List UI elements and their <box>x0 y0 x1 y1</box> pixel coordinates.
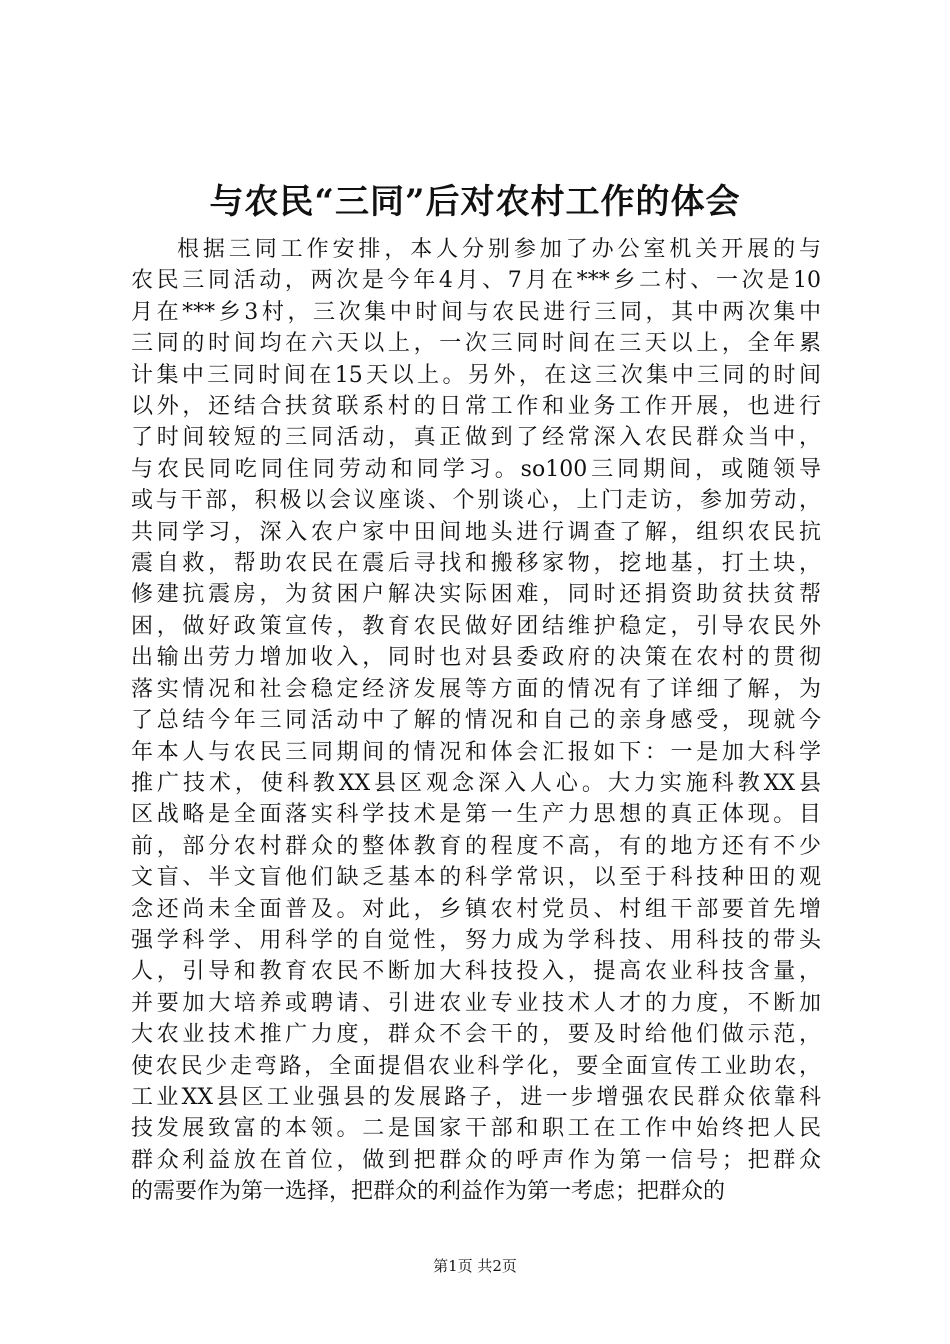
body-line: 困，做好政策宣传，教育农民做好团结维护稳定，引导农民外 <box>131 613 821 639</box>
body-line: 年本人与农民三同期间的情况和体会汇报如下：一是加大科学 <box>131 739 821 765</box>
body-line: 落实情况和社会稳定经济发展等方面的情况有了详细了解，为 <box>131 676 821 702</box>
body-line: 使农民少走弯路，全面提倡农业科学化，要全面宣传工业助农， <box>131 1053 821 1079</box>
body-line: 大农业技术推广力度，群众不会干的，要及时给他们做示范， <box>131 1022 821 1048</box>
body-line: 月在***乡3村，三次集中时间与农民进行三同，其中两次集中 <box>131 299 821 325</box>
body-line: 了时间较短的三同活动，真正做到了经常深入农民群众当中， <box>131 425 821 451</box>
document-title: 与农民“三同”后对农村工作的体会 <box>209 182 741 222</box>
body-line: 了总结今年三同活动中了解的情况和自己的亲身感受，现就今 <box>131 708 821 734</box>
body-line: 的需要作为第一选择，把群众的利益作为第一考虑；把群众的 <box>131 1179 726 1205</box>
document-body <box>131 234 821 1208</box>
body-line: 念还尚未全面普及。对此，乡镇农村党员、村组干部要首先增 <box>131 896 821 922</box>
body-line: 强学科学、用科学的自觉性，努力成为学科技、用科技的带头 <box>131 927 821 953</box>
body-line: 共同学习，深入农户家中田间地头进行调查了解，组织农民抗 <box>131 519 821 545</box>
body-line: 出输出劳力增加收入，同时也对县委政府的决策在农村的贯彻 <box>131 645 821 671</box>
body-line: 震自救，帮助农民在震后寻找和搬移家物，挖地基，打土块， <box>131 551 821 577</box>
body-line: 计集中三同时间在15天以上。另外，在这三次集中三同的时间 <box>131 362 821 388</box>
body-line: 技发展致富的本领。二是国家干部和职工在工作中始终把人民 <box>131 1116 821 1142</box>
body-line: 文盲、半文盲他们缺乏基本的科学常识，以至于科技种田的观 <box>131 865 821 891</box>
body-line: 或与干部，积极以会议座谈、个别谈心，上门走访，参加劳动， <box>131 488 821 514</box>
page-footer: 第1页 共2页 <box>433 1257 517 1275</box>
body-line: 与农民同吃同住同劳动和同学习。so100三同期间，或随领导 <box>131 456 821 482</box>
body-line: 工业XX县区工业强县的发展路子，进一步增强农民群众依靠科 <box>131 1084 821 1110</box>
body-line: 以外，还结合扶贫联系村的日常工作和业务工作开展，也进行 <box>131 394 821 420</box>
body-line: 群众利益放在首位，做到把群众的呼声作为第一信号；把群众 <box>131 1147 821 1173</box>
body-line: 区战略是全面落实科学技术是第一生产力思想的真正体现。目 <box>131 802 821 828</box>
body-line: 根据三同工作安排，本人分别参加了办公室机关开展的与 <box>177 237 821 262</box>
body-line: 前，部分农村群众的整体教育的程度不高，有的地方还有不少 <box>131 833 821 859</box>
body-line: 并要加大培养或聘请、引进农业专业技术人才的力度，不断加 <box>131 990 821 1016</box>
body-line: 三同的时间均在六天以上，一次三同时间在三天以上，全年累 <box>131 331 821 357</box>
body-line: 人，引导和教育农民不断加大科技投入，提高农业科技含量， <box>131 959 821 985</box>
body-line: 推广技术，使科教XX县区观念深入人心。大力实施科教XX县 <box>131 770 821 796</box>
body-line: 修建抗震房，为贫困户解决实际困难，同时还捐资助贫扶贫帮 <box>131 582 821 608</box>
body-line: 农民三同活动，两次是今年4月、7月在***乡二村、一次是10 <box>131 268 821 294</box>
